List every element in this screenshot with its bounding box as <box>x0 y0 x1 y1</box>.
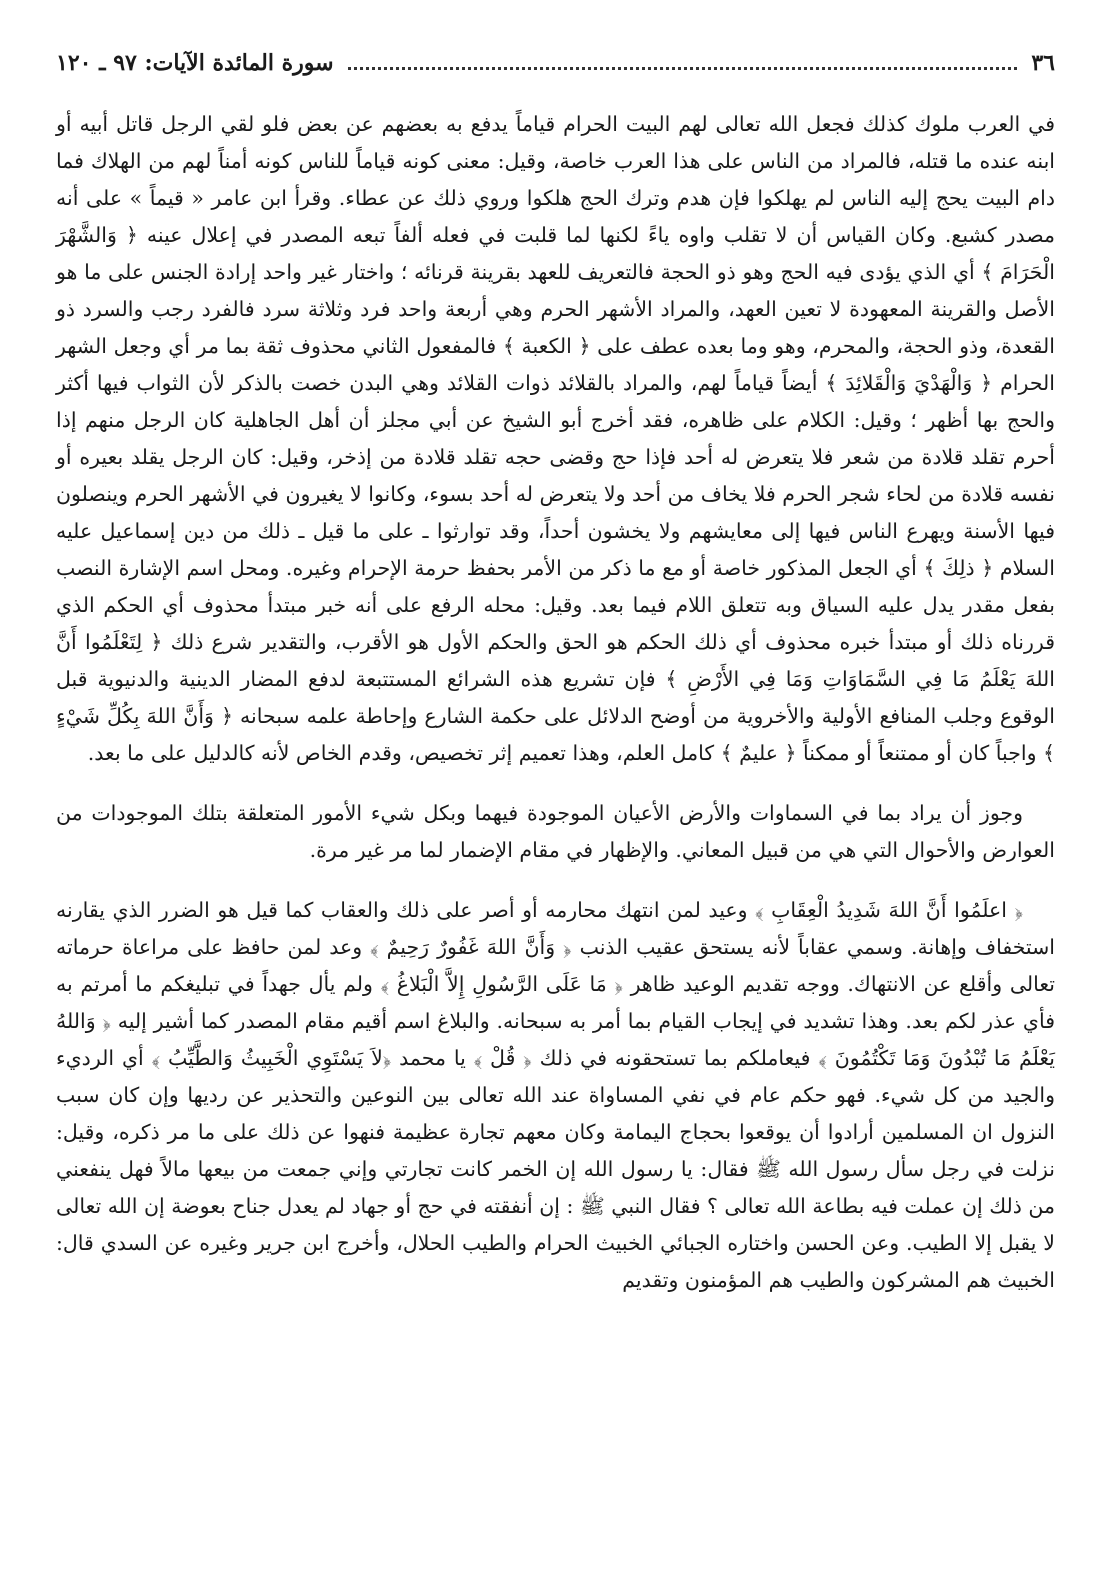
paragraph-3: ﴿ اعلَمُوا أَنَّ اللهَ شَدِيدُ الْعِقَابِ ﴾ وعيد لمن انتهك محارمه أو أصر على ذلك والعقاب كما قيل هو الضرر الذي يقارنه استخفاف وإهانة. وسمي عقاباً لأنه يستحق عقيب الذنب ﴿ وَأَنَّ اللهَ غَفُورٌ رَحِيمٌ ﴾ وعد لمن حافظ على مراعاة حرماته تعالى وأقلع عن الانتهاك. ووجه تقديم الوعيد ظاهر ﴿ مَا عَلَى الرَّسُولِ إِلاَّ الْبَلاغُ ﴾ ولم يأل جهداً في تبليغكم ما أمرتم به فأي عذر لكم بعد. وهذا تشديد في إيجاب القيام بما أمر به سبحانه. والبلاغ اسم أقيم مقام المصدر كما أشير إليه ﴿ وَاللهُ يَعْلَمُ مَا تُبْدُونَ وَمَا تَكْتُمُونَ ﴾ فيعاملكم بما تستحقونه في ذلك ﴿ قُلْ ﴾ يا محمد ﴿لاَ يَسْتَوِي الْخَبِيثُ وَالطَّيِّبُ ﴾ أي الرديء والجيد من كل شيء. فهو حكم عام في نفي المساواة عند الله تعالى بين النوعين والتحذير عن رديها وإن كان سبب النزول ان المسلمين أرادوا أن يوقعوا بحجاج اليمامة وكان معهم تجارة عظيمة فنهوا عن ذلك على ما مر ذكره، وقيل: نزلت في رجل سأل رسول الله ﷺ فقال: يا رسول الله إن الخمر كانت تجارتي وإني جمعت من بيعها مالاً فهل ينفعني من ذلك إن عملت فيه بطاعة الله تعالى ؟ فقال النبي ﷺ : إن أنفقته في حج أو جهاد لم يعدل جناح بعوضة إن الله تعالى لا يقبل إلا الطيب. وعن الحسن واختاره الجبائي الخبيث الحرام والطيب الحلال، وأخرج ابن جرير وغيره عن السدي قال: الخبيث هم المشركون والطيب هم المؤمنون وتقديم <box>56 898 1055 1292</box>
page-header <box>56 50 1055 88</box>
paragraph-1: في العرب ملوك كذلك فجعل الله تعالى لهم البيت الحرام قياماً يدفع به بعضهم عن بعض فلو لقي الرجل قاتل أبيه أو ابنه عنده ما قتله، فالمراد من الناس على هذا العرب خاصة، وقيل: معنى كونه قياماً للناس كونه أمناً لهم من الهلاك فما دام البيت يحج إليه الناس لم يهلكوا فإن هدم وترك الحج هلكوا وروي ذلك عن عطاء. وقرأ ابن عامر « قيماً » على أنه مصدر كشبع. وكان القياس أن لا تقلب واوه ياءً لكنها لما قلبت في فعله ألفاً تبعه المصدر في إعلال عينه ﴿ وَالشَّهْرَ الْحَرَامَ ﴾ أي الذي يؤدى فيه الحج وهو ذو الحجة فالتعريف للعهد بقرينة قرنائه ؛ واختار غير واحد إرادة الجنس على ما هو الأصل والقرينة المعهودة لا تعين العهد، والمراد الأشهر الحرم وهي أربعة واحد فرد وثلاثة سرد فالفرد رجب والسرد ذو القعدة، وذو الحجة، والمحرم، وهو وما بعده عطف على ﴿ الكعبة ﴾ فالمفعول الثاني محذوف ثقة بما مر أي وجعل الشهر الحرام ﴿ وَالْهَدْيَ وَالْقَلائِدَ ﴾ أيضاً قياماً لهم، والمراد بالقلائد ذوات القلائد وهي البدن خصت بالذكر لأن الثواب فيها أكثر والحج بها أظهر ؛ وقيل: الكلام على ظاهره، فقد أخرج أبو الشيخ عن أبي مجلز أن أهل الجاهلية كان الرجل منهم إذا أحرم تقلد قلادة من شعر فلا يتعرض له أحد فإذا حج وقضى حجه تقلد قلادة من إذخر، وقيل: كان الرجل يقلد بعيره أو نفسه قلادة من لحاء شجر الحرم فلا يخاف من أحد ولا يتعرض له أحد بسوء، وكانوا لا يغيرون في الأشهر الحرم وينصلون فيها الأسنة ويهرع الناس فيها إلى معايشهم ولا يخشون أحداً، وقد توارثوا ـ على ما قيل ـ ذلك من دين إسماعيل عليه السلام ﴿ ذلِكَ ﴾ أي الجعل المذكور خاصة أو مع ما ذكر من الأمر بحفظ حرمة الإحرام وغيره. ومحل اسم الإشارة النصب بفعل مقدر يدل عليه السياق وبه تتعلق اللام فيما بعد. وقيل: محله الرفع على أنه خبر مبتدأ محذوف أي الحكم الذي قررناه ذلك أو مبتدأ خبره محذوف أي ذلك الحكم هو الحق والحكم الأول هو الأقرب، والتقدير شرع ذلك ﴿ لِتَعْلَمُوا أَنَّ اللهَ يَعْلَمُ مَا فِي السَّمَاوَاتِ وَمَا فِي الأَرْضِ ﴾ فإن تشريع هذه الشرائع المستتبعة لدفع المضار الدينية والدنيوية قبل الوقوع وجلب المنافع الأولية والأخروية من أوضح الدلائل على حكمة الشارع وإحاطة علمه سبحانه ﴿ وَأَنَّ اللهَ بِكُلِّ شَيْءٍ ﴾ واجباً كان أو ممتنعاً أو ممكناً ﴿ عليمٌ ﴾ كامل العلم، وهذا تعميم إثر تخصيص، وقدم الخاص لأنه كالدليل على ما بعد. <box>56 112 1055 765</box>
running-title: سورة المائدة الآيات: ٩٧ ـ ١٢٠ <box>56 50 334 76</box>
paragraph-2: وجوز أن يراد بما في السماوات والأرض الأعيان الموجودة فيهما وبكل شيء الأمور المتعلقة بتلك الموجودات من العوارض والأحوال التي هي من قبيل المعاني. والإظهار في مقام الإضمار لما مر غير مرة. <box>56 801 1055 862</box>
page-number: ٣٦ <box>1031 50 1055 76</box>
header-dotted-leader <box>348 53 1018 70</box>
